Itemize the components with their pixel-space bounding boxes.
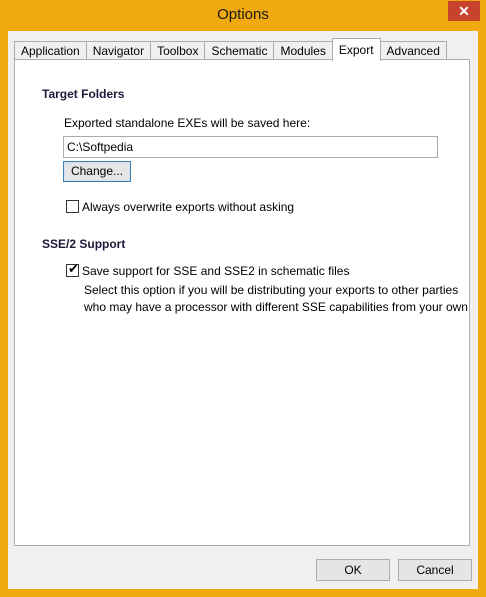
checkmark-icon: ✔: [68, 261, 79, 276]
cancel-button[interactable]: Cancel: [398, 559, 472, 581]
tab-export[interactable]: Export: [332, 38, 381, 61]
close-button[interactable]: [448, 1, 480, 21]
sse-save-label[interactable]: Save support for SSE and SSE2 in schematic files: [82, 264, 350, 278]
tab-schematic[interactable]: Schematic: [204, 41, 274, 60]
title-bar[interactable]: [0, 0, 486, 31]
tab-application[interactable]: Application: [14, 41, 87, 60]
tab-strip: [14, 38, 446, 60]
export-path-description: Exported standalone EXEs will be saved here:: [64, 116, 311, 130]
change-button[interactable]: Change...: [63, 161, 131, 182]
close-icon: ✕: [458, 3, 470, 19]
overwrite-label[interactable]: Always overwrite exports without asking: [82, 200, 295, 214]
sse-help-line-1: Select this option if you will be distributing your exports to other parties: [84, 283, 459, 297]
tab-advanced[interactable]: Advanced: [380, 41, 447, 60]
tab-modules[interactable]: Modules: [273, 41, 332, 60]
dialog-client-area: [8, 31, 478, 589]
overwrite-checkbox[interactable]: [66, 200, 79, 213]
tab-navigator[interactable]: Navigator: [86, 41, 151, 60]
target-folders-heading: Target Folders: [42, 87, 125, 101]
ok-button[interactable]: OK: [316, 559, 390, 581]
tab-toolbox[interactable]: Toolbox: [150, 41, 205, 60]
export-tab-panel: [14, 59, 470, 546]
sse-save-checkbox[interactable]: [66, 261, 79, 277]
sse-help-line-2: who may have a processor with different SSE capabilities from your own: [84, 300, 468, 314]
window-title: Options: [217, 6, 269, 23]
export-path-input[interactable]: [63, 136, 438, 158]
sse-support-heading: SSE/2 Support: [42, 237, 126, 251]
